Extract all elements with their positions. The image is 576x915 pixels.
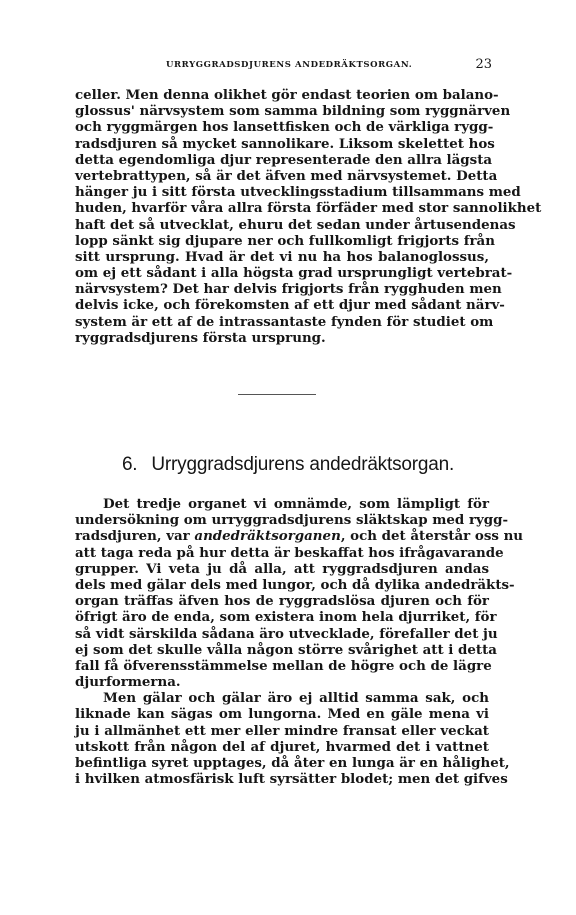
- text-line: organ träffas äfven hos de ryggradslösa djuren och för: [75, 593, 489, 610]
- text-line: system är ett af de intrassantaste fynden för studiet om: [75, 313, 494, 330]
- text-line: vertebrattypen, så är det äfven med närvsystemet. Detta: [75, 167, 498, 184]
- text-line: celler. Men denna olikhet gör endast teorien om balano-: [75, 87, 499, 103]
- text-line: huden, hvarför våra allra första förfäder med stor sannolikhet: [75, 200, 542, 217]
- continued-paragraph: [75, 87, 542, 346]
- text-line: sitt ursprung. Hvad är det vi nu ha hos balanoglossus,: [75, 248, 489, 265]
- text-line: hänger ju i sitt första utvecklingsstadium tillsammans med: [75, 184, 521, 201]
- page-header: [0, 57, 576, 76]
- section-number: 6.: [121, 454, 138, 475]
- text-line: Det tredje organet vi omnämde, som lämpligt för: [103, 496, 489, 512]
- text-line: dels med gälar dels med lungor, och då dylika andedräkts-: [75, 576, 515, 593]
- text-line: liknade kan sägas om lungorna. Med en gäle mena vi: [75, 706, 489, 723]
- page-number: 23: [475, 57, 492, 72]
- text-line: lopp sänkt sig djupare ner och fullkomligt frigjorts från: [75, 232, 495, 249]
- text-line: närvsystem? Det har delvis frigjorts från rygghuden men: [75, 281, 502, 298]
- italic-term: andedräktsorganen: [194, 528, 341, 545]
- text-line: i hvilken atmosfärisk luft syrsätter blodet; men det gifves: [75, 771, 508, 788]
- text-line: ej som det skulle vålla någon större svårighet att i detta: [75, 641, 497, 658]
- text-fragment: radsdjuren, var: [75, 528, 195, 545]
- text-line: grupper. Vi veta ju då alla, att ryggradsdjuren andas: [75, 560, 489, 577]
- text-line: [75, 528, 524, 545]
- text-line: detta egendomliga djur representerade den allra lägsta: [75, 151, 493, 168]
- section-heading: [0, 454, 576, 476]
- text-line: och ryggmärgen hos lansettfisken och de värkliga rygg-: [75, 119, 494, 136]
- text-line: djurformerna.: [75, 674, 181, 691]
- text-line: om ej ett sådant i alla högsta grad ursprungligt vertebrat-: [75, 265, 513, 282]
- text-line: befintliga syret upptages, då åter en lunga är en hålighet,: [75, 755, 510, 771]
- text-fragment: , och det återstår oss nu: [340, 528, 524, 545]
- text-line: öfrigt äro de enda, som existera inom hela djurriket, för: [75, 609, 497, 626]
- section-title: Urryggradsdjurens andedräktsorgan.: [151, 454, 455, 475]
- text-line: radsdjuren så mycket sannolikare. Liksom skelettet hos: [75, 135, 495, 152]
- text-line: delvis icke, och förekomsten af ett djur med sådant närv-: [75, 297, 505, 314]
- text-line: fall få öfverensstämmelse mellan de högre och de lägre: [75, 657, 492, 674]
- text-line: utskott från någon del af djuret, hvarmed det i vattnet: [75, 738, 489, 755]
- text-line: Men gälar och gälar äro ej alltid samma sak, och: [103, 690, 489, 707]
- text-line: ryggradsdjurens första ursprung.: [75, 329, 326, 346]
- text-line: att taga reda på hur detta är beskaffat hos ifrågavarande: [75, 544, 504, 561]
- text-line: glossus' närvsystem som samma bildning som ryggnärven: [75, 103, 511, 120]
- text-line: haft det så utvecklat, ehuru det sedan under årtusendenas: [75, 216, 516, 233]
- text-line: undersökning om urryggradsdjurens släktskap med rygg-: [75, 512, 509, 529]
- running-head: URRYGGRADSDJURENS ANDEDRÄKTSORGAN.: [166, 60, 413, 70]
- text-line: ju i allmänhet ett mer eller mindre fransat eller veckat: [75, 722, 489, 739]
- section-divider: [238, 394, 316, 395]
- section-body: [75, 496, 524, 788]
- text-line: så vidt särskilda sådana äro utvecklade, förefaller det ju: [75, 625, 498, 642]
